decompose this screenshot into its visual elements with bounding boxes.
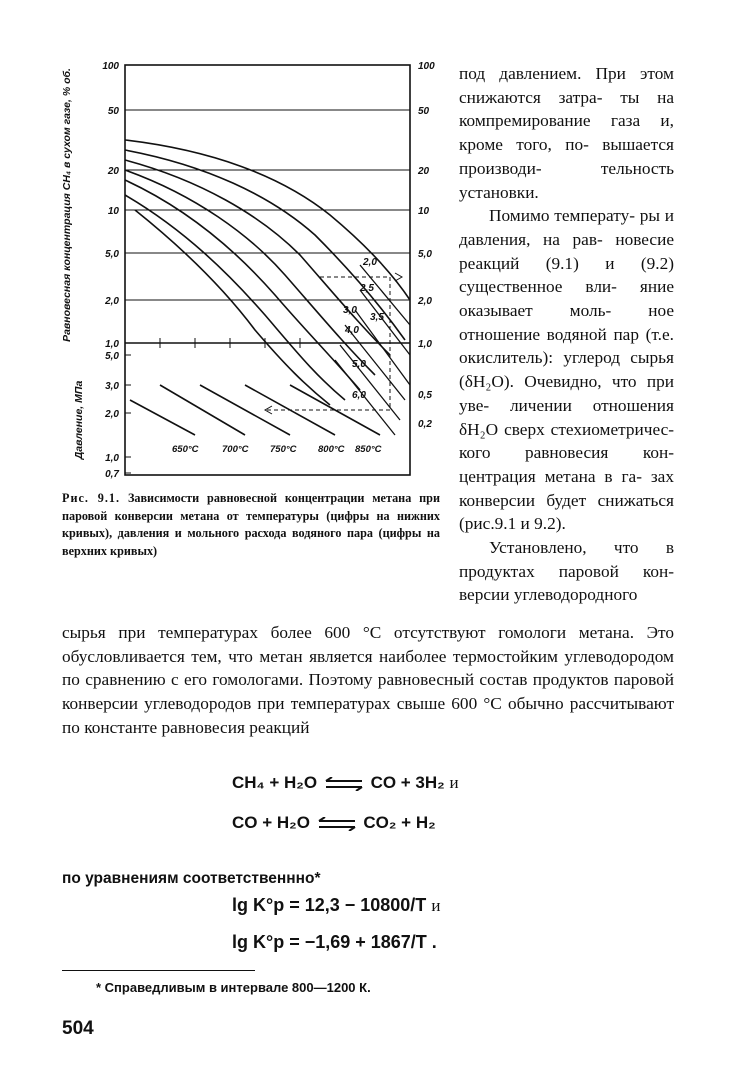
curve-label: 3,5 [370,312,384,323]
paragraph-2: Помимо температу- ры и давления, на рав- новесие реакций (9.1) и (9.2) существенное вли- яние оказывает моль- ное отношение водяной пар (т.е. окислитель): углерод сырья (δH₂O). Очевидно, что при уве- личении отношения δH₂O сверх стехиометричес- кого равновесия кон- центрация метана в га- зах конверсии будет снижаться (рис.9.1 и 9.2). [459,206,674,534]
caption-text: Зависимости равновесной концентрации метана при паровой конверсии метана от температуры (цифры на нижних кривых), давления и мольного расхода водяного пара (цифры на верхних кривых) [62,491,440,558]
curve-label: 6,0 [352,390,366,401]
upper-curve-6 [125,195,345,400]
figure-caption [62,490,440,560]
plot-frame [125,65,410,475]
page-number: 504 [62,1018,94,1039]
footnote-rule [62,970,255,971]
paragraph-1: под давлением. При этом снижаются затра- ты на компремирование газа и, кроме того, по- вышается производи- тельность установки. [459,64,674,202]
left-tick-label: 5,0 [105,249,119,260]
diag-line-1 [360,265,410,325]
temperature-label: 750°C [270,444,297,455]
right-tick-label: 0,2 [418,419,432,430]
equation-k2-text: lg K°p = −1,69 + 1867/T . [232,932,437,952]
reaction-2-left: CO + H₂O [232,813,310,832]
y-axis-label-top: Равновесная концентрация CH₄ в сухом газе, % об. [61,68,73,342]
upper-curve-1 [125,140,410,300]
equation-k2 [232,932,437,953]
temperature-label: 700°C [222,444,249,455]
equations-reference: по уравнениям соответственнно* [62,870,321,887]
temperature-line-2 [160,385,245,435]
left-tick-label: 10 [107,206,119,217]
equation-k1 [232,895,440,916]
right-tick-label: 5,0 [418,249,432,260]
right-tick-label: 50 [418,106,430,117]
reaction-2-right: CO₂ + H₂ [363,813,436,832]
upper-curve-7 [135,210,330,405]
upper-curve-4 [125,170,375,375]
reaction-1 [232,773,459,793]
reaction-1-left: CH₄ + H₂O [232,773,318,792]
left-tick-label: 3,0 [105,381,119,392]
temperature-label: 850°C [355,444,382,455]
temperature-line-1 [130,400,195,435]
temperature-label: 800°C [318,444,345,455]
left-tick-label: 50 [107,106,119,117]
reaction-1-tail: и [449,773,459,792]
left-tick-label: 1,0 [105,339,119,350]
equation-k1-text: lg K°p = 12,3 − 10800/T [232,895,427,915]
reaction-1-right: CO + 3H₂ [370,773,445,792]
curve-label: 2,5 [360,283,374,294]
equilibrium-arrow-icon [322,777,366,791]
right-column-text [459,62,674,607]
left-tick-label: 1,0 [105,453,119,464]
paragraph-3: Установлено, что в продуктах паровой кон- версии углеводородного [459,538,674,605]
curve-label: 2,0 [363,257,377,268]
y-axis-label-bottom: Давление, МПа [73,380,85,460]
curve-label: 5,0 [352,359,366,370]
left-tick-label: 20 [107,166,119,177]
right-tick-label: 1,0 [418,339,432,350]
equation-k1-tail: и [431,896,441,915]
left-tick-label: 2,0 [105,409,119,420]
left-tick-label: 0,7 [105,469,119,480]
caption-number: Рис. 9.1. [62,491,121,505]
right-tick-label: 10 [418,206,430,217]
reaction-2 [232,813,436,833]
equilibrium-arrow-icon [315,817,359,831]
right-tick-label: 2,0 [418,296,432,307]
right-tick-label: 20 [418,166,430,177]
left-tick-label: 2,0 [105,296,119,307]
temperature-label: 650°C [172,444,199,455]
right-tick-label: 0,5 [418,390,432,401]
left-tick-label: 100 [102,61,119,72]
equilibrium-chart [60,55,460,485]
right-tick-label: 100 [418,61,435,72]
left-tick-label: 5,0 [105,351,119,362]
footnote: * Справедливым в интервале 800—1200 К. [96,980,371,995]
curve-label: 4,0 [345,325,359,336]
full-width-paragraph: сырья при температурах более 600 °С отсутствуют гомологи метана. Это обусловливается тем, что метан является наиболее термостойким углеводородом по сравнению с его гомологами. Поэтому равновесный состав продуктов паровой конверсии углеводородов при температурах свыше 600 °С обычно рассчитывают по константе равновесия реакций [62,623,674,737]
curve-label: 3,0 [343,305,357,316]
